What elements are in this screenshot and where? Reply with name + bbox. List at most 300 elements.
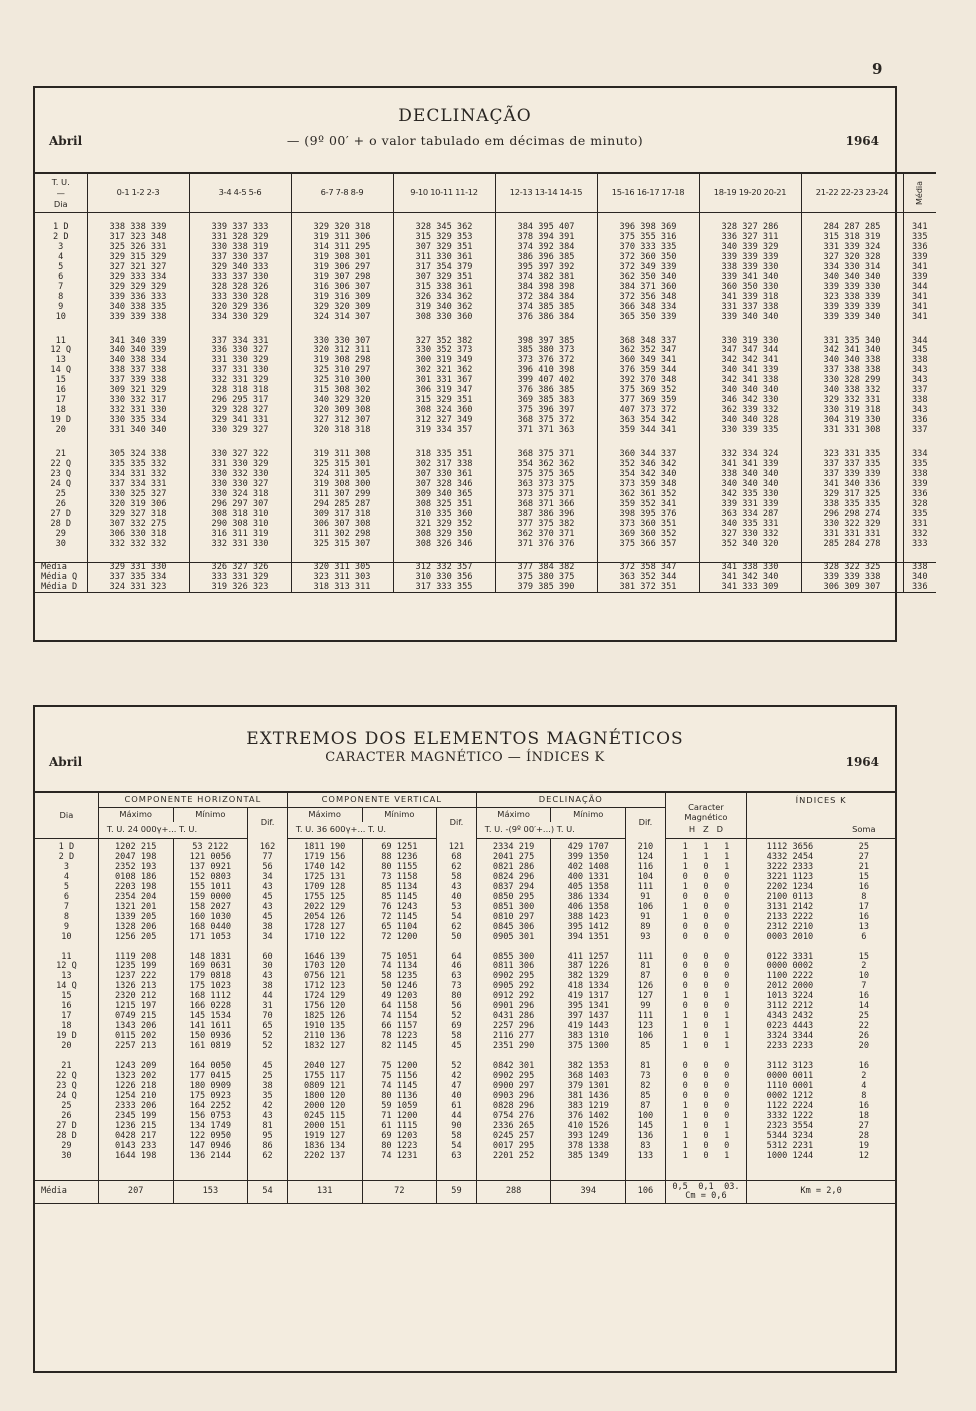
hourly-values: 329 329 329: [87, 283, 189, 293]
v-min-value: 74 1231: [362, 1152, 437, 1162]
hourly-values: 316 306 307: [291, 283, 393, 293]
k-soma: 21: [858, 861, 870, 872]
hourly-values: 363 373 375: [495, 480, 597, 490]
hourly-values: 336 330 327: [189, 346, 291, 356]
h-max-value: 1323 202: [98, 1072, 173, 1082]
caracter-value: 1 0 1: [665, 1032, 746, 1042]
spacer-row: [35, 436, 936, 450]
hourly-values: 330 339 335: [699, 426, 801, 436]
hourly-values: 317 354 379: [393, 263, 495, 273]
k-indices: 3324 3344: [747, 1032, 833, 1042]
h-min-value: 180 0909: [173, 1082, 248, 1092]
day-label: 12 Q: [56, 961, 77, 972]
k-indices: 2323 3554: [747, 1122, 833, 1132]
h-dif-value: 43: [248, 903, 288, 913]
extremos-row: [35, 893, 895, 903]
d-dif-value: 82: [626, 1082, 666, 1092]
day-label: 11: [61, 951, 72, 962]
hourly-values: 319 308 300: [291, 480, 393, 490]
d-dif-value: 126: [626, 982, 666, 992]
hourly-values: 373 375 371: [495, 490, 597, 500]
v-dif-value: 52: [437, 1062, 477, 1072]
v-max-value: 2000 120: [287, 1102, 362, 1112]
k-indices: 5344 3234: [747, 1132, 833, 1142]
hourly-values: 323 338 339: [801, 293, 903, 303]
h-min-value: 156 0753: [173, 1112, 248, 1122]
caracter-value: 0 0 0: [665, 1072, 746, 1082]
d-max-value: 0903 296: [476, 1092, 551, 1102]
h-max-value: 0428 217: [98, 1132, 173, 1142]
hourly-values: 372 349 339: [597, 263, 699, 273]
h-min-value: 150 0936: [173, 1032, 248, 1042]
hourly-values: 384 395 407: [495, 223, 597, 233]
extremos-row: [35, 863, 895, 873]
hourly-values: 307 329 351: [393, 273, 495, 283]
hourly-values: 372 384 384: [495, 293, 597, 303]
v-dif-value: 47: [437, 1082, 477, 1092]
d-dif-value: 93: [626, 933, 666, 943]
d-dif-value: 136: [626, 1132, 666, 1142]
day-label: 9: [58, 301, 64, 312]
d-min-value: 429 1707: [551, 843, 626, 853]
summary-values: 377 384 382: [495, 562, 597, 572]
v-dif-value: 80: [437, 992, 477, 1002]
k-soma: 2: [861, 961, 867, 972]
hourly-values: 329 320 309: [291, 303, 393, 313]
caracter-value: 0 0 0: [665, 1002, 746, 1012]
summary-values: 337 335 334: [87, 573, 189, 583]
declinacao-row: [35, 303, 936, 313]
d-min-value: 411 1257: [551, 953, 626, 963]
extremos-footer-row: [35, 1180, 895, 1203]
d-dif-value: 85: [626, 1092, 666, 1102]
hourly-values: 330 335 334: [87, 416, 189, 426]
hourly-values: 307 332 275: [87, 520, 189, 530]
daily-mean: 344: [903, 283, 936, 293]
hourly-values: 368 371 366: [495, 500, 597, 510]
hourly-values: 339 339 338: [87, 313, 189, 323]
footer-d_min: 394: [551, 1180, 626, 1203]
declinacao-row: [35, 490, 936, 500]
v-max-value: 1800 120: [287, 1092, 362, 1102]
day-label: 5: [63, 881, 70, 892]
declinacao-row: [35, 313, 936, 323]
daily-mean: 337: [903, 426, 936, 436]
hourly-values: 330 328 299: [801, 376, 903, 386]
hourly-values: 307 330 361: [393, 470, 495, 480]
extremos-row: [35, 1042, 895, 1052]
h-min-value: 168 1112: [173, 992, 248, 1002]
min-header: Mínimo: [551, 808, 626, 823]
v-min-value: 64 1158: [362, 1002, 437, 1012]
v-max-value: 1719 156: [287, 853, 362, 863]
k-soma: 18: [858, 1110, 870, 1121]
day-label: 8: [63, 911, 70, 922]
d-min-value: 383 1310: [551, 1032, 626, 1042]
hourly-values: 371 371 363: [495, 426, 597, 436]
v-min-value: 66 1157: [362, 1022, 437, 1032]
hourly-values: 331 340 340: [87, 426, 189, 436]
h-max-value: 1236 215: [98, 1122, 173, 1132]
v-min-value: 72 1145: [362, 913, 437, 923]
hourly-values: 337 334 331: [87, 480, 189, 490]
hourly-values: 331 330 329: [189, 356, 291, 366]
extremos-row: [35, 853, 895, 863]
hour-group-header: [801, 173, 903, 213]
d-min-value: 382 1353: [551, 1062, 626, 1072]
hour-header: 21-22: [815, 187, 839, 198]
hourly-values: 368 375 372: [495, 416, 597, 426]
hourly-values: 375 366 357: [597, 540, 699, 550]
declinacao-row: [35, 386, 936, 396]
d-max-value: 0902 295: [476, 972, 551, 982]
v-max-value: 1756 120: [287, 1002, 362, 1012]
v-dif-value: 42: [437, 1072, 477, 1082]
day-label: 26: [61, 1110, 72, 1121]
day-label: 16: [55, 385, 66, 396]
h-min-value: 175 1023: [173, 982, 248, 992]
v-max-value: 0756 121: [287, 972, 362, 982]
h-max-value: 2047 198: [98, 853, 173, 863]
daily-mean: 341: [903, 303, 936, 313]
v-min-value: 76 1243: [362, 903, 437, 913]
declinacao-row: [35, 233, 936, 243]
extremos-row: [35, 1102, 895, 1112]
extremos-row: [35, 962, 895, 972]
caracter-value: 1 0 0: [665, 1112, 746, 1122]
hourly-values: 338 339 330: [699, 263, 801, 273]
hourly-values: 342 342 341: [699, 356, 801, 366]
footer-h_dif: 54: [248, 1180, 288, 1203]
d-min-value: 388 1423: [551, 913, 626, 923]
v-dif-value: 58: [437, 1132, 477, 1142]
daily-mean: 341: [903, 263, 936, 273]
h-max-value: 2354 204: [98, 893, 173, 903]
hourly-values: 339 339 340: [801, 313, 903, 323]
d-max-value: 0821 286: [476, 863, 551, 873]
day-label: 20: [61, 1041, 72, 1052]
extremos-row: [35, 1072, 895, 1082]
hourly-values: 376 359 344: [597, 366, 699, 376]
h-dif-value: 52: [248, 1032, 288, 1042]
k-indices: 3222 2333: [747, 863, 833, 873]
day-label: 7: [63, 901, 70, 912]
h-dif-value: 95: [248, 1132, 288, 1142]
hourly-values: 330 332 317: [87, 396, 189, 406]
declinacao-summary-row: [35, 573, 936, 583]
hourly-values: 319 316 309: [291, 293, 393, 303]
h-min-value: 152 0803: [173, 873, 248, 883]
v-max-value: 1709 128: [287, 883, 362, 893]
caracter-value: 0 0 0: [665, 972, 746, 982]
day-label: 18: [61, 1021, 72, 1032]
day-label: 14 Q: [56, 981, 77, 992]
v-min-value: 59 1059: [362, 1102, 437, 1112]
h-max-value: 0749 215: [98, 1012, 173, 1022]
hourly-values: 319 334 357: [393, 426, 495, 436]
tu-label: T. U.: [484, 824, 503, 835]
summary-values: 381 372 351: [597, 583, 699, 593]
tu-base-header: [98, 822, 247, 839]
d-dif-value: 87: [626, 1102, 666, 1112]
footer-h_min: 153: [173, 1180, 248, 1203]
h-max-value: 1326 213: [98, 982, 173, 992]
hour-header: 19-20: [738, 187, 762, 198]
caracter-value: 0 0 0: [665, 1092, 746, 1102]
h-max-value: 1202 215: [98, 843, 173, 853]
k-indices: 1110 0001: [747, 1082, 833, 1092]
hourly-values: 328 328 326: [189, 283, 291, 293]
v-dif-value: 62: [437, 863, 477, 873]
h-min-value: 179 0818: [173, 972, 248, 982]
h-min-value: 175 0923: [173, 1092, 248, 1102]
day-label: 9: [63, 921, 70, 932]
day-label: 4: [58, 251, 64, 262]
day-label: 24 Q: [56, 1090, 77, 1101]
declinacao-row: [35, 283, 936, 293]
hourly-values: 372 356 348: [597, 293, 699, 303]
hourly-values: 342 335 330: [699, 490, 801, 500]
daily-mean: 341: [903, 293, 936, 303]
declinacao-row: [35, 500, 936, 510]
hourly-values: 329 320 318: [291, 223, 393, 233]
extremos-row: [35, 1062, 895, 1072]
v-dif-value: 90: [437, 1122, 477, 1132]
v-dif-value: 63: [437, 1152, 477, 1162]
day-label: 23 Q: [56, 1080, 77, 1091]
hourly-values: 324 311 305: [291, 470, 393, 480]
d-max-value: 0900 297: [476, 1082, 551, 1092]
hourly-values: 332 332 332: [87, 540, 189, 550]
v-dif-value: 53: [437, 903, 477, 913]
k-indices: 0002 1212: [747, 1092, 833, 1102]
k-soma: 20: [858, 1041, 870, 1052]
hourly-values: 352 340 320: [699, 540, 801, 550]
d-dif-value: 91: [626, 893, 666, 903]
daily-mean: 338: [903, 470, 936, 480]
hourly-values: 398 395 376: [597, 510, 699, 520]
extremos-row: [35, 903, 895, 913]
d-max-value: 0850 295: [476, 893, 551, 903]
hour-group-header: [291, 173, 393, 213]
v-min-value: 74 1134: [362, 962, 437, 972]
summary-values: 341 333 309: [699, 583, 801, 593]
declinacao-tu-label: T. U.: [51, 176, 70, 187]
hourly-values: 386 396 385: [495, 253, 597, 263]
min-header: Mínimo: [173, 808, 248, 823]
hourly-values: 290 308 310: [189, 520, 291, 530]
hourly-values: 330 322 329: [801, 520, 903, 530]
h-min-value: 169 0631: [173, 962, 248, 972]
h-max-value: 1235 199: [98, 962, 173, 972]
declinacao-row: [35, 223, 936, 233]
summary-values: 323 311 303: [291, 573, 393, 583]
v-dif-value: 68: [437, 853, 477, 863]
day-label: 29: [55, 528, 66, 539]
day-label: 25: [61, 1100, 72, 1111]
extremos-row: [35, 1132, 895, 1142]
hourly-values: 332 331 329: [189, 376, 291, 386]
extremos-row: [35, 1012, 895, 1022]
hourly-values: 375 375 365: [495, 470, 597, 480]
summary-values: 324 331 323: [87, 583, 189, 593]
d-max-value: 0901 296: [476, 1002, 551, 1012]
summary-values: 340: [903, 573, 936, 583]
dif-header: Dif.: [626, 808, 666, 839]
hourly-values: 311 330 361: [393, 253, 495, 263]
k-indices: 2133 2222: [747, 913, 833, 923]
summary-values: 310 330 356: [393, 573, 495, 583]
hourly-values: 321 329 352: [393, 520, 495, 530]
d-dif-value: 133: [626, 1152, 666, 1162]
h-min-value: 164 2252: [173, 1102, 248, 1112]
comp-v-header: COMPONENTE VERTICAL: [287, 792, 476, 808]
day-label: 25: [55, 488, 66, 499]
d-min-value: 402 1408: [551, 863, 626, 873]
hourly-values: 285 284 278: [801, 540, 903, 550]
day-label: 17: [61, 1011, 72, 1022]
hourly-values: 331 339 324: [801, 243, 903, 253]
daily-mean: 332: [903, 530, 936, 540]
spacer-row: [35, 213, 936, 224]
summary-label: Média D: [35, 583, 87, 593]
daily-mean: 339: [903, 480, 936, 490]
hourly-values: 330 330 327: [189, 480, 291, 490]
hour-group-header: [699, 173, 801, 213]
k-soma: 19: [858, 1140, 870, 1151]
d-dif-value: 81: [626, 962, 666, 972]
day-label: 12 Q: [50, 345, 72, 356]
day-label: 11: [55, 335, 66, 346]
tu-label: T. U.: [106, 824, 125, 835]
hour-group-header: [189, 173, 291, 213]
day-label: 21: [55, 449, 66, 460]
base-label: -(9º 00′+...): [505, 824, 555, 835]
hourly-values: 337 339 338: [87, 376, 189, 386]
k-soma: 8: [861, 891, 867, 902]
hourly-values: 362 370 371: [495, 530, 597, 540]
k-soma: 27: [858, 1120, 870, 1131]
hourly-values: 296 298 274: [801, 510, 903, 520]
declinacao-row: [35, 530, 936, 540]
hourly-values: 340 340 328: [699, 416, 801, 426]
h-max-value: 1215 197: [98, 1002, 173, 1012]
k-indices: 4343 2432: [747, 1012, 833, 1022]
v-min-value: 69 1251: [362, 843, 437, 853]
media-header: [903, 173, 936, 213]
day-label: 29: [61, 1140, 72, 1151]
hourly-values: 329 341 331: [189, 416, 291, 426]
k-indices: 1100 2222: [747, 972, 833, 982]
day-header: Dia: [35, 792, 98, 839]
base-label: 36 600γ+...: [316, 824, 366, 835]
day-label: 24 Q: [50, 478, 72, 489]
day-label: 10: [55, 311, 66, 322]
h-dif-value: 77: [248, 853, 288, 863]
hourly-values: 337 334 331: [189, 337, 291, 347]
h-max-value: 1321 201: [98, 903, 173, 913]
day-label: 8: [58, 291, 64, 302]
hourly-values: 342 341 340: [801, 346, 903, 356]
hourly-values: 369 385 383: [495, 396, 597, 406]
hourly-values: 339 336 333: [87, 293, 189, 303]
h-max-value: 1256 205: [98, 933, 173, 943]
max-header: Máximo: [476, 808, 551, 823]
v-dif-value: 45: [437, 1042, 477, 1052]
tu-label: T. U.: [295, 824, 314, 835]
d-max-value: 0245 257: [476, 1132, 551, 1142]
d-max-value: 0754 276: [476, 1112, 551, 1122]
hourly-values: 340 340 340: [699, 386, 801, 396]
h-dif-value: 44: [248, 992, 288, 1002]
v-min-value: 73 1158: [362, 873, 437, 883]
hourly-values: 395 397 392: [495, 263, 597, 273]
hourly-values: 306 330 318: [87, 530, 189, 540]
summary-values: 375 380 375: [495, 573, 597, 583]
hourly-values: 362 350 340: [597, 273, 699, 283]
hourly-values: 337 339 339: [801, 470, 903, 480]
d-min-value: 383 1219: [551, 1102, 626, 1112]
hourly-values: 370 333 335: [597, 243, 699, 253]
extremos-year: 1964: [845, 755, 879, 769]
d-max-value: 0905 301: [476, 933, 551, 943]
hourly-values: 312 327 349: [393, 416, 495, 426]
hourly-values: 362 361 352: [597, 490, 699, 500]
v-min-value: 74 1145: [362, 1082, 437, 1092]
d-dif-value: 89: [626, 923, 666, 933]
hour-header: 2-3: [146, 187, 160, 198]
v-max-value: 1755 117: [287, 1072, 362, 1082]
extremos-row: [35, 1122, 895, 1132]
hourly-values: 306 307 308: [291, 520, 393, 530]
hourly-values: 366 348 334: [597, 303, 699, 313]
caracter-value: 1 0 0: [665, 1142, 746, 1152]
h-dif-value: 56: [248, 863, 288, 873]
h-max-value: 1339 205: [98, 913, 173, 923]
d-min-value: 418 1334: [551, 982, 626, 992]
hzd-header: H Z D: [665, 822, 746, 839]
hourly-values: 331 331 308: [801, 426, 903, 436]
v-min-value: 85 1145: [362, 893, 437, 903]
declinacao-header-row: [35, 173, 936, 213]
hourly-values: 331 337 338: [699, 303, 801, 313]
tu-base-header: [476, 822, 625, 839]
hour-header: 15-16: [611, 187, 635, 198]
daily-mean: 336: [903, 416, 936, 426]
hourly-values: 330 324 318: [189, 490, 291, 500]
h-dif-value: 35: [248, 1092, 288, 1102]
hour-header: 12-13: [509, 187, 533, 198]
day-label: 13: [61, 971, 72, 982]
v-dif-value: 40: [437, 1092, 477, 1102]
hourly-values: 337 337 335: [801, 460, 903, 470]
declinacao-day-header: [35, 173, 87, 213]
hourly-values: 325 315 301: [291, 460, 393, 470]
caracter-value: 0 0 0: [665, 893, 746, 903]
hourly-values: 329 327 318: [87, 510, 189, 520]
v-min-value: 85 1134: [362, 883, 437, 893]
v-min-value: 49 1203: [362, 992, 437, 1002]
hourly-values: 284 287 285: [801, 223, 903, 233]
caracter-value: 0 0 0: [665, 962, 746, 972]
k-soma: 16: [858, 881, 870, 892]
extremos-title: EXTREMOS DOS ELEMENTOS MAGNÉTICOS: [246, 729, 684, 749]
h-max-value: 1343 206: [98, 1022, 173, 1032]
extremos-row: [35, 873, 895, 883]
spacer-row: [35, 943, 895, 953]
hourly-values: 376 386 385: [495, 386, 597, 396]
h-dif-value: 70: [248, 1012, 288, 1022]
